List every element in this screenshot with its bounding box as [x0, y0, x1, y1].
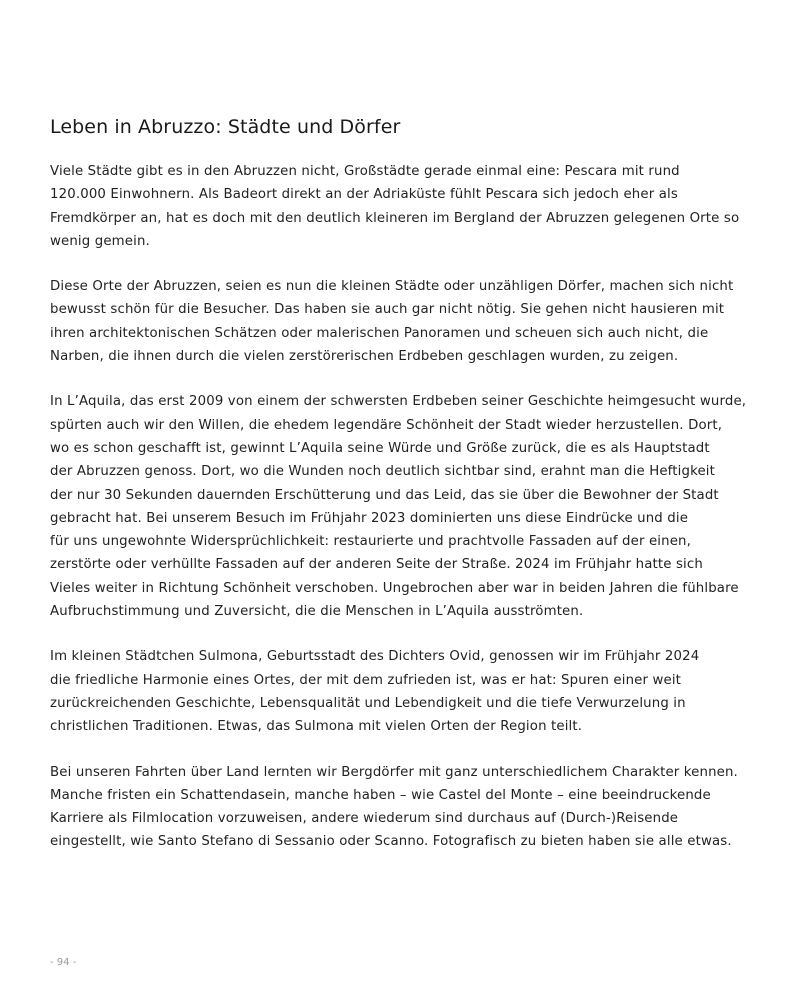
- text-line: bewusst schön für die Besucher. Das haben sie auch gar nicht nötig. Sie gehen nicht hausieren mit: [50, 302, 725, 318]
- text-line: zurückreichenden Geschichte, Lebensqualität und Lebendigkeit und die tiefe Verwurzelung in: [50, 695, 686, 711]
- text-line: zerstörte oder verhüllte Fassaden auf der anderen Seite der Straße. 2024 im Frühjahr hatte sich: [50, 557, 703, 573]
- text-line: die friedliche Harmonie eines Ortes, der mit dem zufrieden ist, was er hat: Spuren einer weit: [50, 672, 682, 688]
- paragraph-1: [50, 160, 750, 253]
- text-line: ihren architektonischen Schätzen oder malerischen Panoramen und scheuen sich auch nicht, die: [50, 325, 709, 341]
- paragraph-4: [50, 645, 750, 738]
- text-line: der Abruzzen genoss. Dort, wo die Wunden noch deutlich sichtbar sind, erahnt man die Heftigkeit: [50, 464, 715, 480]
- text-line: christlichen Traditionen. Etwas, das Sulmona mit vielen Orten der Region teilt.: [50, 719, 583, 735]
- text-line: Diese Orte der Abruzzen, seien es nun die kleinen Städte oder unzähligen Dörfer, machen sich nicht: [50, 279, 734, 295]
- text-line: 120.000 Einwohnern. Als Badeort direkt an der Adriaküste fühlt Pescara sich jedoch eher als: [50, 187, 678, 203]
- text-line: wenig gemein.: [50, 233, 150, 249]
- paragraph-2: [50, 275, 750, 368]
- text-line: wo es schon geschafft ist, gewinnt L’Aquila seine Würde und Größe zurück, die es als Hauptstadt: [50, 440, 710, 456]
- text-line: der nur 30 Sekunden dauernden Erschütterung und das Leid, das sie über die Bewohner der Stadt: [50, 487, 719, 503]
- text-line: für uns ungewohnte Widersprüchlichkeit: restaurierte und prachtvolle Fassaden auf der einen,: [50, 534, 691, 550]
- text-line: In L’Aquila, das erst 2009 von einem der schwersten Erdbeben seiner Geschichte heimgesucht wurde,: [50, 394, 747, 410]
- text-line: Aufbruchstimmung und Zuversicht, die die Menschen in L’Aquila ausströmten.: [50, 604, 584, 620]
- page-title: Leben in Abruzzo: Städte und Dörfer: [50, 116, 401, 138]
- text-line: spürten auch wir den Willen, die ehedem legendäre Schönheit der Stadt wieder herzustellen. Dort,: [50, 417, 723, 433]
- text-line: Karriere als Filmlocation vorzuweisen, andere wiederum sind durchaus auf (Durch-)Reisende: [50, 811, 679, 827]
- text-line: Viele Städte gibt es in den Abruzzen nicht, Großstädte gerade einmal eine: Pescara mit rund: [50, 164, 680, 179]
- paragraph-3: [50, 390, 750, 623]
- text-line: Manche fristen ein Schattendasein, manche haben – wie Castel del Monte – eine beeindruckende: [50, 787, 711, 803]
- text-line: eingestellt, wie Santo Stefano di Sessanio oder Scanno. Fotografisch zu bieten haben sie alle etwas.: [50, 834, 732, 850]
- text-line: Fremdkörper an, hat es doch mit den deutlich kleineren im Bergland der Abruzzen gelegenen Orte so: [50, 210, 740, 226]
- body-text: [50, 160, 750, 876]
- text-line: Narben, die ihnen durch die vielen zerstörerischen Erdbeben geschlagen wurden, zu zeigen.: [50, 349, 679, 365]
- page-number: - 94 -: [50, 957, 77, 968]
- text-line: gebracht hat. Bei unserem Besuch im Frühjahr 2023 dominierten uns diese Eindrücke und die: [50, 510, 689, 526]
- text-line: Bei unseren Fahrten über Land lernten wir Bergdörfer mit ganz unterschiedlichem Charakter kennen.: [50, 764, 738, 780]
- text-line: Im kleinen Städtchen Sulmona, Geburtsstadt des Dichters Ovid, genossen wir im Frühjahr 2024: [50, 649, 700, 665]
- paragraph-5: [50, 761, 750, 854]
- text-line: Vieles weiter in Richtung Schönheit verschoben. Ungebrochen aber war in beiden Jahren die fühlbare: [50, 580, 739, 596]
